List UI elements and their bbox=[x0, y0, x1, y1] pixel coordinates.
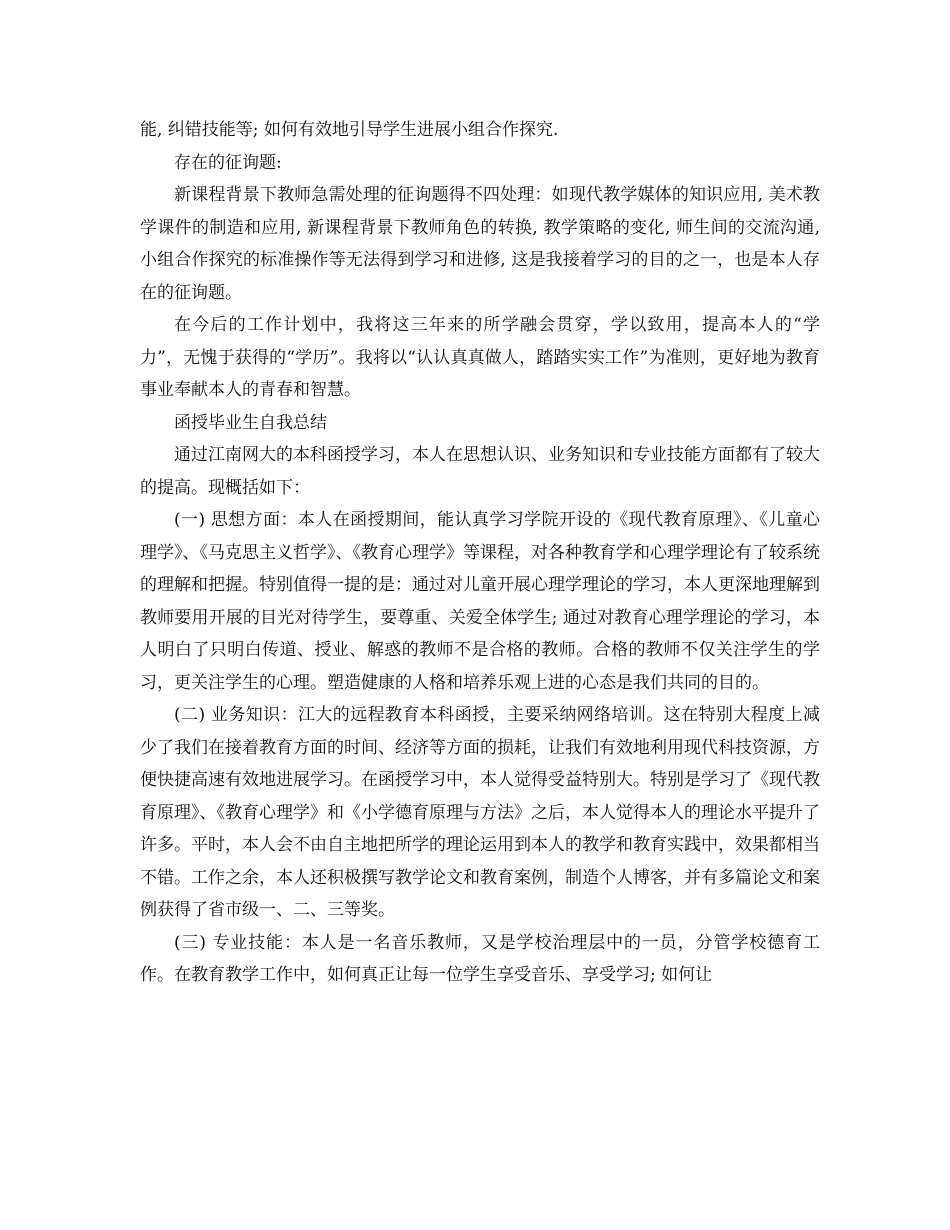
paragraph-problems-detail: 新课程背景下教师急需处理的征询题得不四处理：如现代教学媒体的知识应用, 美术教学课件的制造和应用, 新课程背景下教师角色的转换, 教学策略的变化, 师生间的交流沟通, 小组合作探究的标准操作等无法得到学习和进修, 这是我接着学习的目的之一，也是本人存在的征询题。 bbox=[140, 185, 820, 303]
paragraph-business-knowledge: (二) 业务知识：江大的远程教育本科函授，主要采纳网络培训。这在特别大程度上减少了我们在接着教育方面的时间、经济等方面的损耗，让我们有效地利用现代科技资源，方便快捷高速有效地进展学习。在函授学习中，本人觉得受益特别大。特别是学习了《现代教育原理》、《教育心理学》和《小学德育原理与方法》之后，本人觉得本人的理论水平提升了许多。平时，本人会不由自主地把所学的理论运用到本人的教学和教育实践中，效果都相当不错。工作之余，本人还积极撰写教学论文和教育案例，制造个人博客，并有多篇论文和案例获得了省市级一、二、三等奖。 bbox=[140, 705, 820, 920]
document-body bbox=[140, 114, 820, 992]
paragraph-professional-skills: (三) 专业技能：本人是一名音乐教师，又是学校治理层中的一员，分管学校德育工作。在教育教学工作中，如何真正让每一位学生享受音乐、享受学习; 如何让 bbox=[140, 932, 820, 985]
paragraph-ideology: (一) 思想方面：本人在函授期间，能认真学习学院开设的《现代教育原理》、《儿童心理学》、《马克思主义哲学》、《教育心理学》等课程，对各种教育学和心理学理论有了较系统的理解和把握。特别值得一提的是：通过对儿童开展心理学理论的学习，本人更深地理解到教师要用开展的目光对待学生，要尊重、关爱全体学生; 通过对教育心理学理论的学习，本人明白了只明白传道、授业、解惑的教师不是合格的教师。合格的教师不仅关注学生的学习，更关注学生的心理。塑造健康的人格和培养乐观上进的心态是我们共同的目的。 bbox=[140, 510, 820, 693]
paragraph-intro: 通过江南网大的本科函授学习，本人在思想认识、业务知识和专业技能方面都有了较大的提高。现概括如下： bbox=[140, 445, 820, 498]
paragraph-continuation: 能, 纠错技能等; 如何有效地引导学生进展小组合作探究. bbox=[140, 120, 559, 140]
paragraph-future-plan: 在今后的工作计划中，我将这三年来的所学融会贯穿，学以致用，提高本人的“学力”，无愧于获得的“学历”。我将以“认认真真做人，踏踏实实工作”为准则，更好地为教育事业奉献本人的青春和智慧。 bbox=[140, 315, 820, 400]
paragraph-section-title: 函授毕业生自我总结 bbox=[174, 412, 327, 433]
paragraph-heading-problems: 存在的征询题: bbox=[174, 152, 282, 173]
